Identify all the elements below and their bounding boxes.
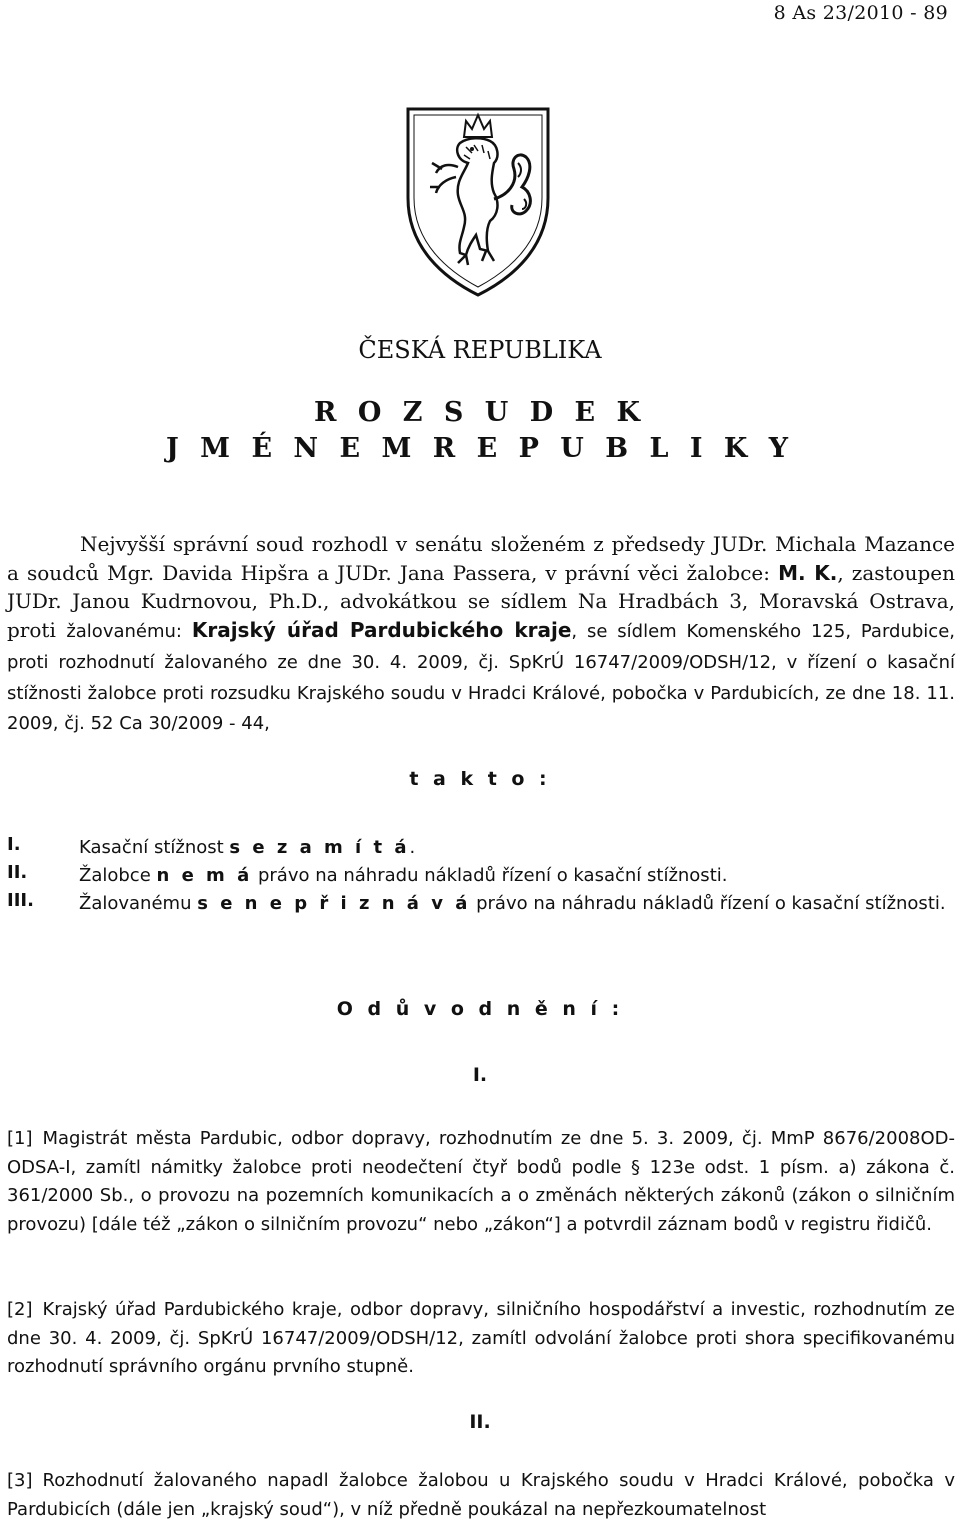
verdict-number: II. (7, 862, 28, 883)
paragraph-number: [3] (7, 1470, 33, 1491)
paragraph-text: Krajský úřad Pardubického kraje, odbor dopravy, silničního hospodářství a investic, rozhodnutím ze dne 30. 4. 2009, čj. SpKrÚ 16747/2009/ODSH/12, zamítl odvolání žalobce proti shora specifikovanému rozhodnutí správního orgánu prvního stupně. (7, 1299, 955, 1378)
verdict-emphasis: s e n e p ř i z n á v á (197, 893, 471, 914)
paragraph-text: Rozhodnutí žalovaného napadl žalobce žalobou u Krajského soudu v Hradci Králové, pobočka v Pardubicích (dále jen „krajský soud“), v níž předně poukázal na nepřezkoumatelnost (7, 1470, 955, 1520)
verdict-text-end: právo na náhradu nákladů řízení o kasační stížnosti. (252, 865, 728, 886)
verdict-text-end: . (409, 837, 416, 858)
case-number: 8 As 23/2010 - 89 (773, 2, 948, 24)
intro-text-3: žalovanému: (66, 621, 192, 643)
verdict-item (7, 890, 955, 918)
paragraph-1 (7, 1125, 955, 1240)
paragraph-text: Magistrát města Pardubic, odbor dopravy, rozhodnutím ze dne 5. 3. 2009, čj. MmP 8676/2008OD-ODSA-I, zamítl námitky žalobce proti neodečtení čtyř bodů podle § 123e odst. 1 písm. a) zákona č. 361/2000 Sb., o provozu na pozemních komunikacích a o změnách některých zákonů (zákon o silničním provozu) [dále též „zákon o silničním provozu“ nebo „zákon“] a potvrdil záznam bodů v registru řidičů. (7, 1128, 955, 1236)
intro-text-1: Nejvyšší správní soud rozhodl v senátu složeném z předsedy JUDr. Michala Mazance a soudců Mgr. Davida Hipšra a JUDr. Jana Passera, v právní věci žalobce: (7, 532, 955, 585)
paragraph-2 (7, 1296, 955, 1382)
verdict-emphasis: n e m á (156, 865, 253, 886)
takto-heading: t a k t o : (409, 768, 551, 790)
verdict-item (7, 834, 955, 862)
section-heading-i: I. (472, 1064, 488, 1086)
intro-text-2: , zastoupen JUDr. Janou Kudrnovou, Ph.D., advokátkou se sídlem Na Hradbách 3, Moravská Ostrava, proti (7, 560, 955, 643)
section-heading-ii: II. (469, 1411, 491, 1433)
czech-lion-coat-of-arms-icon (402, 103, 554, 298)
verdict-number: III. (7, 890, 34, 911)
verdict-text-end: právo na náhradu nákladů řízení o kasační stížnosti. (470, 893, 946, 914)
verdict-item (7, 862, 955, 890)
country-title: ČESKÁ REPUBLIKA (358, 336, 602, 364)
paragraph-number: [1] (7, 1128, 33, 1149)
verdict-text: Žalobce (79, 865, 157, 886)
paragraph-number: [2] (7, 1299, 33, 1320)
judgment-title: R O Z S U D E K (314, 397, 646, 428)
intro-paragraph (7, 530, 955, 739)
verdict-emphasis: s e z a m í t á (229, 837, 410, 858)
paragraph-3 (7, 1467, 955, 1524)
verdict-number: I. (7, 834, 21, 855)
verdict-text: Žalovanému (79, 893, 198, 914)
claimant-name: M. K. (778, 560, 838, 585)
reasoning-heading: O d ů v o d n ě n í : (336, 998, 624, 1020)
judgment-subtitle: J M É N E M R E P U B L I K Y (165, 433, 795, 464)
intro-text-4: , se sídlem Komenského 125, Pardubice, proti rozhodnutí žalovaného ze dne 30. 4. 2009, čj. SpKrÚ 16747/2009/ODSH/12, v řízení o kasační stížnosti žalobce proti rozsudku Krajského soudu v Hradci Králové, pobočka v Pardubicích, ze dne 18. 11. 2009, čj. 52 Ca 30/2009 - 44, (7, 621, 956, 735)
verdict-text: Kasační stížnost (79, 837, 230, 858)
defendant-name: Krajský úřad Pardubického kraje (191, 618, 572, 643)
